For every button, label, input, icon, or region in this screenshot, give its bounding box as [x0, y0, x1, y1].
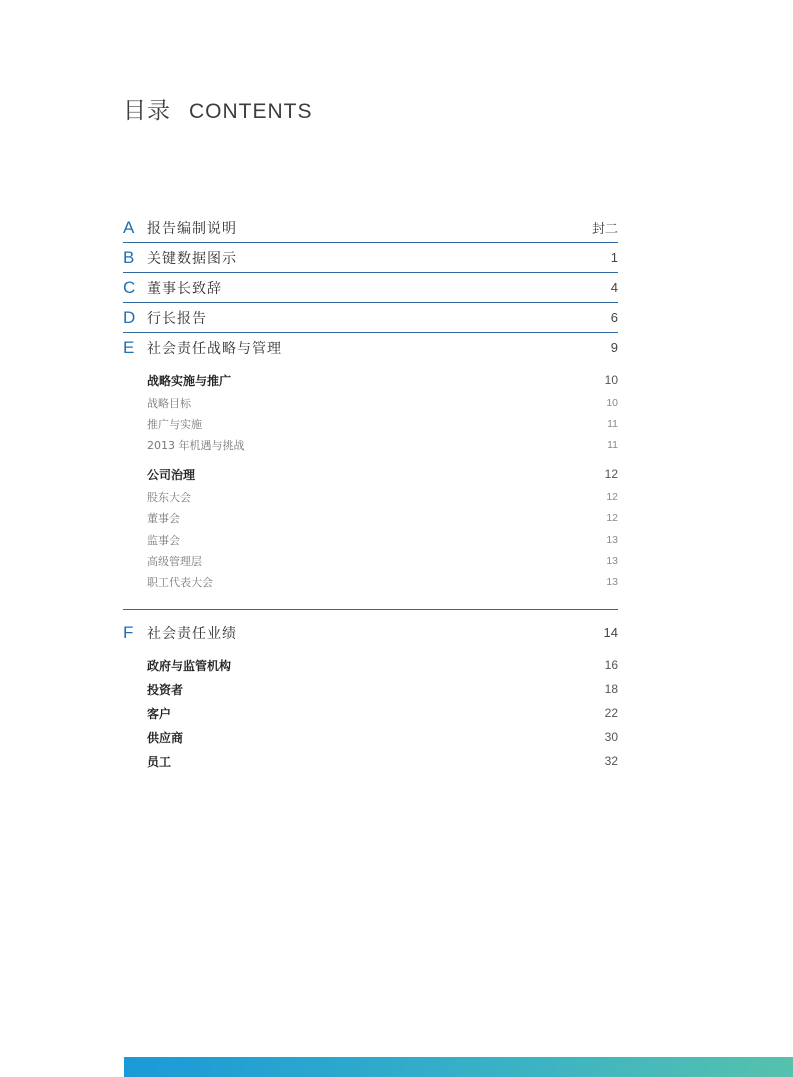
footer-gradient-bar [124, 1057, 793, 1077]
section-letter: C [123, 277, 136, 297]
item-label: 股东大会 [147, 490, 191, 504]
subsection-label: 客户 [147, 706, 172, 721]
item-page: 12 [606, 512, 618, 525]
section-page: 6 [610, 310, 618, 325]
subsection-page: 30 [604, 730, 618, 745]
item-page: 13 [606, 576, 618, 589]
toc-item[interactable] [123, 435, 618, 456]
subsection-page: 12 [604, 467, 618, 482]
title-en: CONTENTS [189, 100, 313, 123]
toc-subsection[interactable] [123, 653, 618, 677]
toc-item[interactable] [123, 572, 618, 593]
table-of-contents [123, 213, 618, 773]
item-label: 监事会 [147, 533, 180, 547]
section-letter: A [123, 217, 135, 237]
toc-item[interactable] [123, 508, 618, 529]
section-letter: D [123, 307, 136, 327]
subsection-page: 18 [604, 682, 618, 697]
subsection-label: 政府与监管机构 [147, 658, 232, 673]
item-label: 战略目标 [147, 396, 191, 410]
page-title [123, 92, 313, 125]
item-label: 职工代表大会 [147, 576, 213, 590]
section-letter: F [123, 622, 134, 642]
section-label: 社会责任业绩 [147, 625, 237, 642]
toc-item[interactable] [123, 550, 618, 571]
title-cn: 目录 [123, 98, 171, 124]
subsection-page: 10 [604, 373, 618, 387]
item-page: 13 [606, 533, 618, 546]
toc-subsection[interactable] [123, 462, 618, 486]
subsection-label: 公司治理 [147, 467, 196, 482]
subsection-label: 供应商 [147, 730, 184, 745]
section-page: 14 [603, 625, 618, 641]
item-label: 推广与实施 [147, 418, 202, 432]
section-page: 封二 [591, 221, 618, 236]
item-page: 11 [607, 439, 618, 452]
subsection-page: 22 [604, 706, 618, 721]
toc-section-b[interactable] [123, 243, 618, 273]
item-page: 13 [606, 555, 618, 568]
item-label: 董事会 [147, 512, 180, 526]
toc-section-a[interactable] [123, 213, 618, 243]
toc-subsection[interactable] [123, 701, 618, 725]
toc-item[interactable] [123, 413, 618, 434]
toc-subsection[interactable] [123, 677, 618, 701]
toc-section-d[interactable] [123, 303, 618, 333]
subsection-page: 16 [604, 658, 618, 673]
item-label: 2013 年机遇与挑战 [147, 439, 245, 453]
subsection-page: 32 [604, 754, 618, 769]
toc-subsection[interactable] [123, 725, 618, 749]
section-page: 9 [610, 340, 618, 355]
section-letter: B [123, 247, 135, 267]
toc-item[interactable] [123, 529, 618, 550]
toc-item[interactable] [123, 486, 618, 507]
item-page: 12 [606, 490, 618, 503]
subsection-label: 战略实施与推广 [147, 373, 232, 388]
section-page: 4 [610, 280, 618, 295]
subsection-label: 员工 [147, 754, 172, 769]
item-page: 10 [606, 396, 618, 409]
item-page: 11 [607, 418, 618, 431]
toc-subsection[interactable] [123, 368, 618, 392]
section-label: 报告编制说明 [147, 220, 237, 237]
toc-item[interactable] [123, 392, 618, 413]
section-letter: E [123, 337, 135, 357]
section-label: 关键数据图示 [147, 250, 237, 267]
item-label: 高级管理层 [147, 555, 202, 569]
toc-section-c[interactable] [123, 273, 618, 303]
toc-section-e[interactable] [123, 333, 618, 362]
subsection-label: 投资者 [147, 682, 184, 697]
section-page: 1 [610, 250, 618, 265]
toc-subsection[interactable] [123, 749, 618, 773]
toc-section-f[interactable] [123, 618, 618, 647]
section-label: 董事长致辞 [147, 280, 222, 297]
section-label: 社会责任战略与管理 [147, 340, 282, 357]
section-label: 行长报告 [147, 310, 207, 327]
